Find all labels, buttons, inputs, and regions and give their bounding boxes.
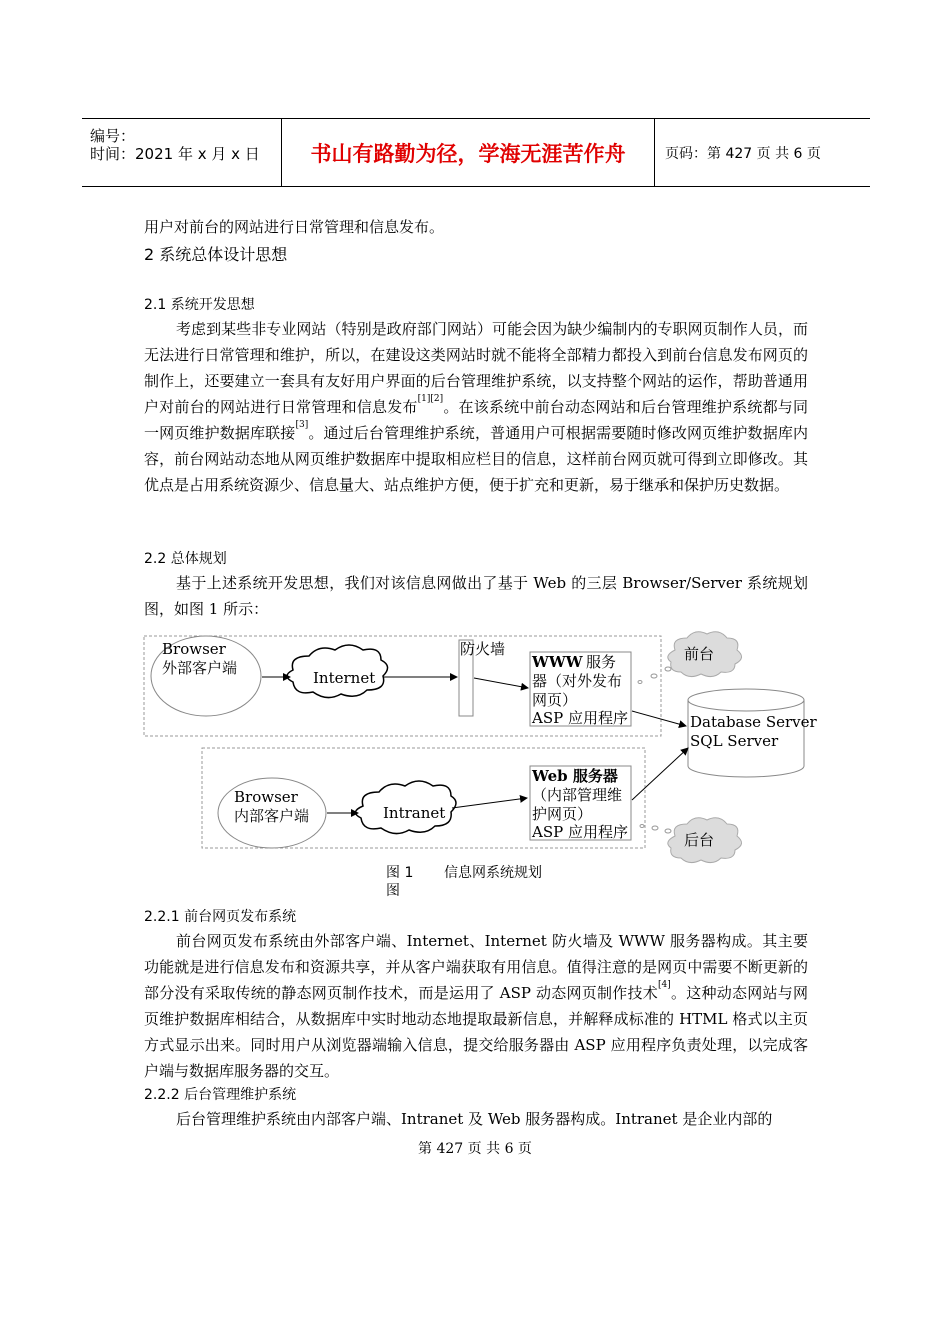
web-label-4: ASP 应用程序	[532, 823, 628, 841]
browser-ext-label-2: 外部客户端	[162, 659, 238, 677]
citation-ref: [3]	[295, 420, 309, 430]
section-2-2-title: 2.2 总体规划	[144, 551, 227, 567]
www-label-3: 网页）	[532, 691, 578, 709]
www-label-4: ASP 应用程序	[532, 709, 628, 727]
section-2-1-title: 2.1 系统开发思想	[144, 297, 255, 313]
web-label-2: （内部管理维	[532, 786, 623, 804]
s221-text-a: 前台网页发布系统由外部客户端、Internet、Internet 防火墙及 WWW 服务器构成。其主要功能就是进行信息发布和资源共享，并从客户端获取有用信息。值得注意的是网页中需要不断更新的部分没有采取传统的静态网页制作技术，而是运用了 ASP 动态网页制作技术	[144, 932, 808, 1002]
section-2-2-2-paragraph: 后台管理维护系统由内部客户端、Intranet 及 Web 服务器构成。Intranet 是企业内部的	[176, 1110, 773, 1128]
browser-ext-label: Browser	[162, 640, 226, 658]
time-label: 时间：2021 年 x 月 x 日	[90, 145, 260, 163]
s21-text-c: 。通过后台管理维护系统，普通用户可根据需要随时修改网页维护数据库内容，前台网站动态地从网页维护数据库中提取相应栏目的信息，这样前台网页就可得到立即修改。其优点是占用系统资源少、信息量大、站点维护方便，便于扩充和更新，易于继承和保护历史数据。	[144, 424, 808, 494]
citation-ref: [4]	[657, 980, 671, 990]
browser-int-label-2: 内部客户端	[234, 807, 310, 825]
db-label-2: SQL Server	[690, 732, 779, 750]
front-label: 前台	[684, 645, 715, 663]
number-label: 编号：	[90, 127, 136, 145]
browser-int-label: Browser	[234, 788, 298, 806]
www-label-2: 器（对外发布	[532, 672, 623, 690]
s221-text-b: 。这种动态网站与网页维护数据库相结合，从数据库中实时地动态地提取最新信息，并解释成标准的 HTML 格式以主页方式显示出来。同时用户从浏览器端输入信息，提交给服务器由 ASP 应用程序负责处理，以完成客户端与数据库服务器的交互。	[144, 984, 808, 1080]
s21-text-b: 。在该系统中前台动态网站和后台管理维护系统都与同一网页维护数据库联接	[144, 398, 808, 442]
section-2-2-1-paragraph	[144, 928, 808, 1084]
page-footer: 第 427 页 共 6 页	[418, 1141, 532, 1157]
web-label-3: 护网页）	[532, 805, 593, 823]
internet-label: Internet	[313, 669, 376, 687]
figure-caption-title: 信息网系统规划	[444, 865, 542, 881]
intro-line: 用户对前台的网站进行日常管理和信息发布。	[144, 218, 445, 236]
web-label: Web 服务器	[532, 767, 618, 785]
firewall-label: 防火墙	[460, 640, 506, 658]
figure-caption-num: 图 1	[386, 865, 414, 881]
www-label: WWW	[532, 653, 583, 671]
section-2-2-2-title: 2.2.2 后台管理维护系统	[144, 1087, 297, 1103]
section-2-2-paragraph: 基于上述系统开发思想，我们对该信息网做出了基于 Web 的三层 Browser/Server 系统规划图，如图 1 所示：	[144, 574, 808, 618]
www-label-b: 服务	[586, 653, 617, 671]
page-info: 页码：第 427 页 共 6 页	[665, 145, 821, 162]
back-label: 后台	[684, 831, 715, 849]
citation-ref: [1][2]	[417, 394, 444, 404]
db-label-1: Database Server	[690, 713, 817, 731]
intranet-label: Intranet	[383, 804, 446, 822]
figure-caption-tail: 图	[386, 883, 400, 899]
section-2-title: 2 系统总体设计思想	[144, 245, 288, 264]
section-2-2-1-title: 2.2.1 前台网页发布系统	[144, 909, 297, 925]
motto: 书山有路勤为径，学海无涯苦作舟	[281, 119, 655, 186]
s21-text-a: 考虑到某些非专业网站（特别是政府部门网站）可能会因为缺少编制内的专职网页制作人员，而无法进行日常管理和维护，所以，在建设这类网站时就不能将全部精力都投入到前台信息发布网页的制作上，还要建立一套具有友好用户界面的后台管理维护系统，以支持整个网站的运作，帮助普通用户对前台的网站进行日常管理和信息发布	[144, 320, 808, 416]
